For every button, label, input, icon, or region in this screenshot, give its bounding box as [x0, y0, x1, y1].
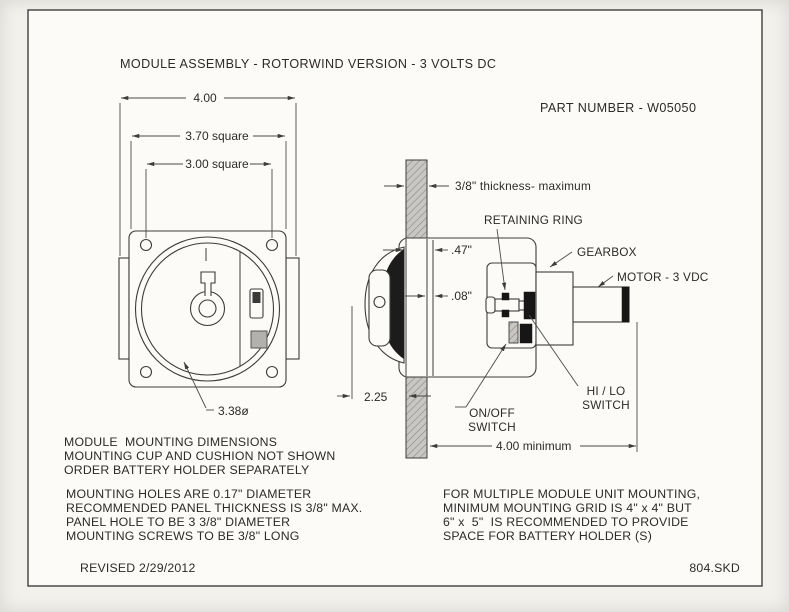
dim-overall-width: 4.00	[193, 91, 217, 105]
note-line: MOUNTING CUP AND CUSHION NOT SHOWN	[64, 449, 336, 463]
retaining-ring-upper	[502, 293, 509, 300]
revision-date: REVISED 2/29/2012	[80, 561, 196, 575]
output-shaft	[495, 299, 519, 311]
onoff-switch-label-line2: SWITCH	[468, 420, 516, 434]
onoff-switch-body	[520, 324, 532, 343]
dim-front-depth: .47"	[451, 243, 472, 257]
dim-clearance: 4.00 minimum	[496, 439, 572, 453]
drawing-title: MODULE ASSEMBLY - ROTORWIND VERSION - 3 VOLTS DC	[120, 57, 497, 71]
motor-label: MOTOR - 3 VDC	[617, 270, 709, 284]
note-line: MODULE MOUNTING DIMENSIONS	[64, 435, 278, 449]
hilo-switch-label-line1: HI / LO	[586, 384, 626, 398]
dim-cup-square: 3.70 square	[185, 129, 249, 143]
note-line: MOUNTING HOLES ARE 0.17" DIAMETER	[66, 487, 312, 501]
note-line: RECOMMENDED PANEL THICKNESS IS 3/8" MAX.	[66, 501, 363, 515]
hilo-switch-label-line2: SWITCH	[582, 398, 630, 412]
note-line: MOUNTING SCREWS TO BE 3/8" LONG	[66, 529, 300, 543]
front-switch-knob	[253, 292, 261, 303]
dim-dial-diameter: 3.38ø	[218, 404, 249, 418]
sheet-code: 804.SKD	[689, 561, 740, 575]
mounting-hole-bottom-right	[267, 367, 278, 378]
front-view	[119, 231, 299, 387]
winding-key-bore	[199, 300, 216, 317]
mounting-cup-tab-left	[119, 258, 129, 359]
onoff-switch-label-line1: ON/OFF	[469, 406, 515, 420]
note-line: MINIMUM MOUNTING GRID IS 4" x 4" BUT	[443, 501, 692, 515]
motor-end-cap	[622, 287, 629, 322]
mounting-hole-bottom-left	[141, 367, 152, 378]
mounting-cup-tab-right	[286, 258, 299, 359]
panel-thickness-note: 3/8" thickness- maximum	[455, 179, 591, 193]
bezel-center-detail	[374, 297, 385, 308]
motor-body	[573, 287, 629, 322]
dim-plate-thickness: .08"	[451, 289, 472, 303]
dim-hole-spacing: 3.00 square	[185, 157, 249, 171]
part-number: PART NUMBER - W05050	[540, 101, 697, 115]
shaft-end-cap	[486, 297, 495, 313]
mounting-hole-top-right	[267, 240, 278, 251]
mounting-hole-top-left	[141, 240, 152, 251]
gearbox-label: GEARBOX	[577, 245, 637, 259]
note-line: FOR MULTIPLE MODULE UNIT MOUNTING,	[443, 487, 701, 501]
note-line: 6" x 5" IS RECOMMENDED TO PROVIDE	[443, 515, 689, 529]
battery-door-square	[251, 331, 267, 348]
note-line: ORDER BATTERY HOLDER SEPARATELY	[64, 463, 310, 477]
gearbox-body	[536, 272, 573, 345]
note-line: SPACE FOR BATTERY HOLDER (S)	[443, 529, 652, 543]
retaining-ring-lower	[502, 310, 509, 317]
onoff-switch-slider	[509, 322, 518, 343]
retaining-ring-label: RETAINING RING	[484, 213, 583, 227]
dim-protrusion: 2.25	[364, 390, 388, 404]
note-line: PANEL HOLE TO BE 3 3/8" DIAMETER	[66, 515, 291, 529]
